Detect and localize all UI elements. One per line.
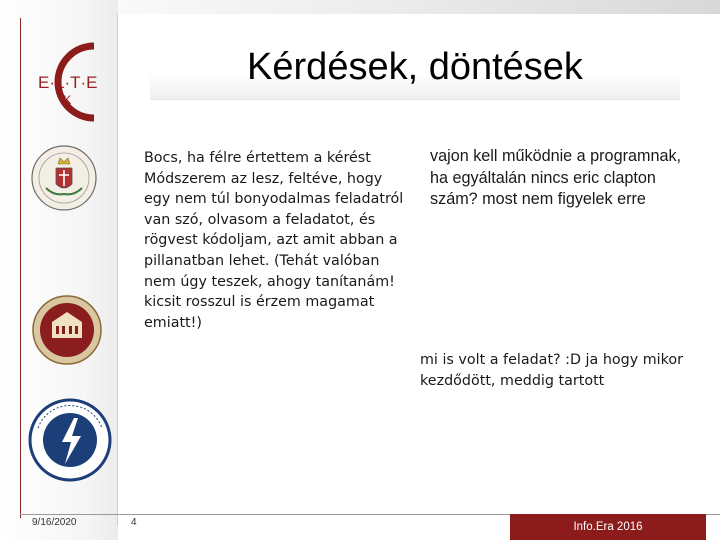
footer-page-number: 4 xyxy=(131,517,137,528)
top-band xyxy=(14,0,720,14)
right-text-block: vajon kell működnie a programnak, ha egyáltalán nincs eric clapton szám? most nem figyelek erre xyxy=(430,147,682,208)
bme-logo-icon xyxy=(30,290,104,370)
footer-date: 9/16/2020 xyxy=(32,517,77,528)
university-seal-icon xyxy=(30,138,98,216)
footer-event-badge: Info.Era 2016 xyxy=(510,514,706,540)
ik-logo-text: IK xyxy=(60,93,72,107)
bottom-text-block: mi is volt a feladat? :D ja hogy mikor kezdődött, meddig tartott xyxy=(420,352,684,389)
vik-faculty-logo-icon xyxy=(24,392,120,488)
elte-logo-text: E·L·T·E xyxy=(38,73,98,92)
sidebar xyxy=(0,0,118,540)
left-text-block: Bocs, ha félre értettem a kérést Módszerem az lesz, feltéve, hogy egy nem túl bonyodalmas feladatról van szó, olvasom a feladatot, és rögvest kódoljam, azt amit abban a pillanatban lehet. (Tehát valóban nem úgy teszek, ahogy tanítanám! kicsit rosszul is érzem magamat emiatt!) xyxy=(144,150,404,331)
sidebar-accent-line xyxy=(20,18,21,518)
elte-ik-logo xyxy=(24,32,120,132)
slide-title: Kérdések, döntések xyxy=(247,46,583,88)
